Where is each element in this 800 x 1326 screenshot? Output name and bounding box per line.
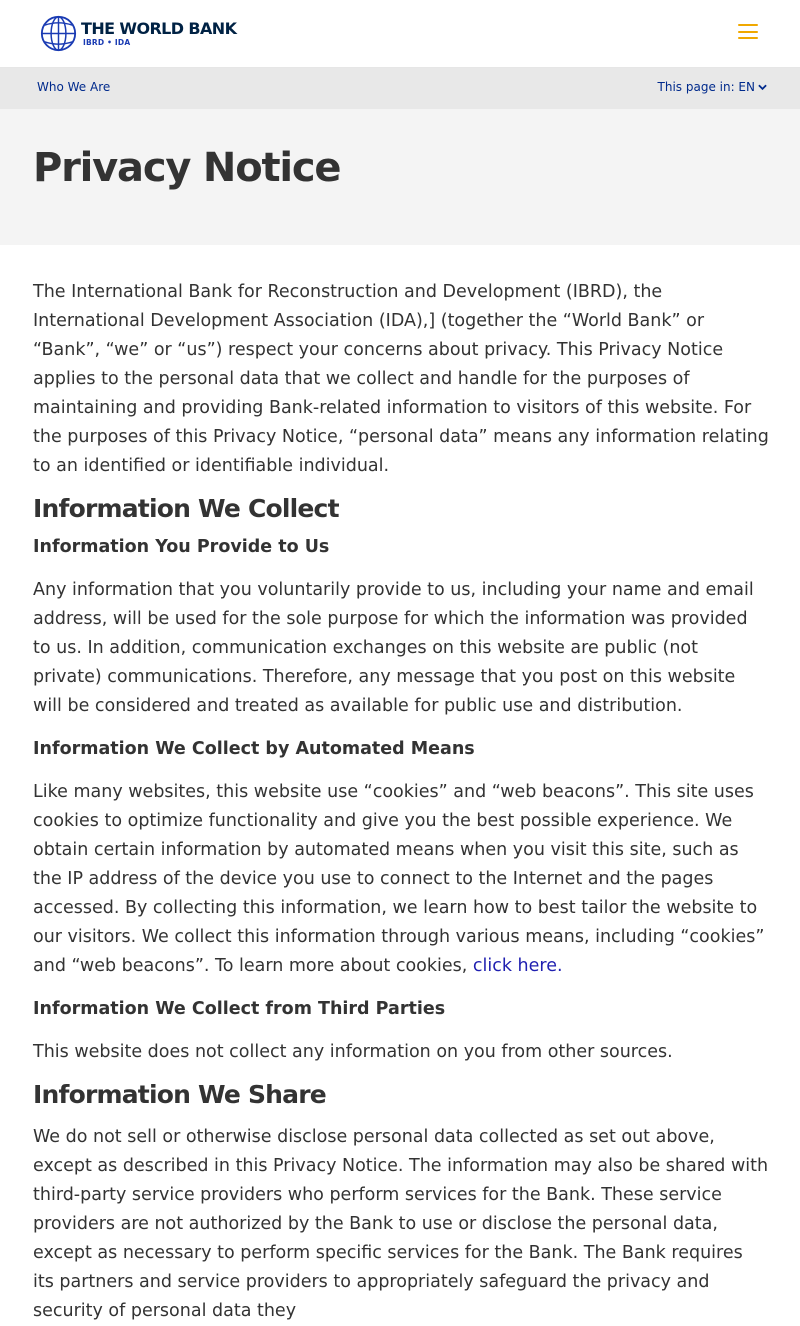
subheading-information-you-provide: Information You Provide to Us: [33, 537, 330, 557]
subheading-third-parties: Information We Collect from Third Parties: [33, 999, 446, 1019]
section-heading-information-we-collect: Information We Collect: [33, 494, 339, 523]
hamburger-menu-icon[interactable]: [738, 24, 758, 42]
subheading-automated-means: Information We Collect by Automated Means: [33, 739, 475, 759]
section-heading-information-we-share: Information We Share: [33, 1080, 326, 1109]
page-hero: [0, 109, 800, 245]
globe-icon: [40, 15, 77, 52]
site-header: [0, 0, 800, 68]
paragraph-automated-means: [33, 778, 769, 981]
intro-paragraph: The International Bank for Reconstruction and Development (IBRD), the International Development Association (IDA),] (together the “World Bank” or “Bank”, “we” or “us”) respect your concerns about privacy. This Privacy Notice applies to the personal data that we collect and handle for the purposes of maintaining and providing Bank-related information to visitors of this website. For the purposes of this Privacy Notice, “personal data” means any information relating to an identified or identifiable individual.: [33, 282, 769, 476]
chevron-down-icon: [758, 84, 767, 91]
paragraph-information-you-provide: Any information that you voluntarily provide to us, including your name and email address, will be used for the sole purpose for which the information was provided to us. In addition, communication exchanges on this website are public (not private) communications. Therefore, any message that you post on this website will be considered and treated as available for public use and distribution.: [33, 580, 754, 716]
sub-navigation: [0, 68, 800, 109]
who-we-are-link[interactable]: Who We Are: [37, 80, 111, 94]
automated-means-text: Like many websites, this website use “cookies” and “web beacons”. This site uses cookies to optimize functionality and give you the best possible experience. We obtain certain information by automated means when you visit this site, such as the IP address of the device you use to connect to the Internet and the pages accessed. By collecting this information, we learn how to best tailor the website to our visitors. We collect this information through various means, including “cookies” and “web beacons”. To learn more about cookies,: [33, 782, 765, 976]
paragraph-third-parties: This website does not collect any information on you from other sources.: [33, 1042, 673, 1062]
language-selector[interactable]: [658, 80, 767, 94]
logo-title: THE WORLD BANK: [81, 18, 237, 38]
paragraph-information-we-share: We do not sell or otherwise disclose personal data collected as set out above, except as described in this Privacy Notice. The information may also be shared with third-party service providers who perform services for the Bank. These service providers are not authorized by the Bank to use or disclose the personal data, except as necessary to perform specific services for the Bank. The Bank requires its partners and service providers to appropriately safeguard the privacy and security of personal data they: [33, 1127, 769, 1321]
main-content: [33, 278, 769, 1326]
logo-subtitle: IBRD • IDA: [83, 37, 131, 47]
page-title: Privacy Notice: [33, 145, 341, 191]
cookies-click-here-link[interactable]: click here: [472, 956, 557, 976]
language-selector-label: This page in: EN: [657, 80, 755, 94]
world-bank-logo[interactable]: [40, 15, 236, 52]
cookies-link-period: .: [557, 956, 563, 976]
